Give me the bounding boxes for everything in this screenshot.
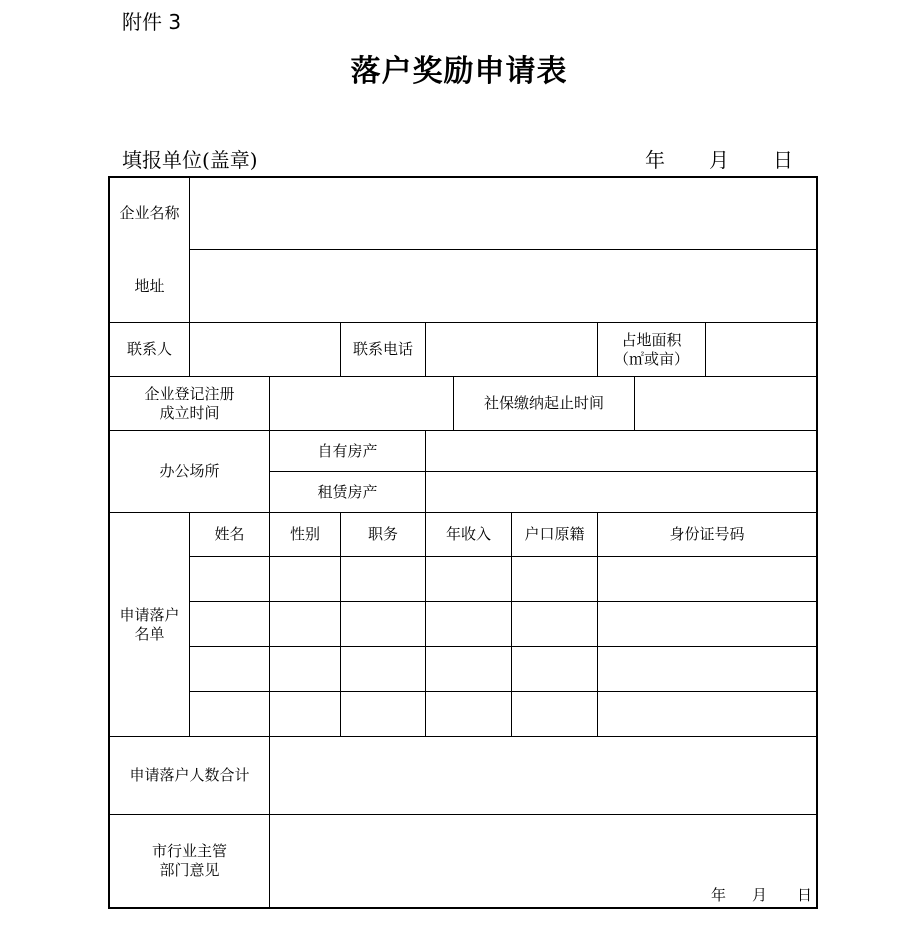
header-date-year: 年 (645, 148, 665, 172)
opinion-date-day: 日 (797, 886, 813, 904)
own-property-label: 自有房产 (317, 441, 378, 460)
table-rule (189, 646, 816, 647)
office-premises-label: 办公场所 (159, 462, 220, 480)
company-name-label: 企业名称 (119, 204, 180, 222)
contact-person-label: 联系人 (126, 340, 172, 358)
table-rule (705, 322, 706, 377)
social-security-period-label: 社保缴纳起止时间 (483, 394, 604, 412)
table-rule (189, 178, 190, 377)
registration-date-label: 企业登记注册 成立时间 (144, 384, 235, 422)
column-header-name: 姓名 (214, 525, 245, 543)
contact-phone-label: 联系电话 (352, 340, 413, 358)
opinion-date-year: 年 (711, 886, 727, 904)
column-header-id-number: 身份证号码 (669, 525, 745, 543)
address-label: 地址 (134, 276, 165, 295)
applicant-total-label: 申请落户人数合计 (129, 766, 250, 784)
table-rule (189, 691, 816, 692)
column-header-position: 职务 (367, 525, 398, 543)
table-rule (634, 376, 635, 431)
header-date-month: 月 (709, 148, 729, 172)
land-area-label: 占地面积 （㎡或亩） (613, 330, 689, 368)
table-rule (189, 601, 816, 602)
column-header-gender: 性别 (289, 525, 320, 543)
table-rule (189, 249, 816, 250)
form-title: 落户奖励申请表 (350, 54, 568, 89)
table-rule (110, 322, 816, 323)
table-rule (425, 430, 426, 513)
header-date-day: 日 (773, 148, 793, 172)
filing-unit-label: 填报单位(盖章) (122, 148, 258, 172)
column-header-hometown: 户口原籍 (524, 525, 585, 543)
applicant-list-label: 申请落户 名单 (119, 605, 180, 643)
department-opinion-label: 市行业主管 部门意见 (151, 842, 227, 879)
attachment-label: 附件 3 (122, 10, 182, 34)
rented-property-label: 租赁房产 (317, 482, 378, 501)
opinion-date-month: 月 (752, 886, 768, 904)
table-rule (189, 556, 816, 557)
column-header-annual-income: 年收入 (445, 525, 491, 543)
table-rule (425, 322, 426, 377)
